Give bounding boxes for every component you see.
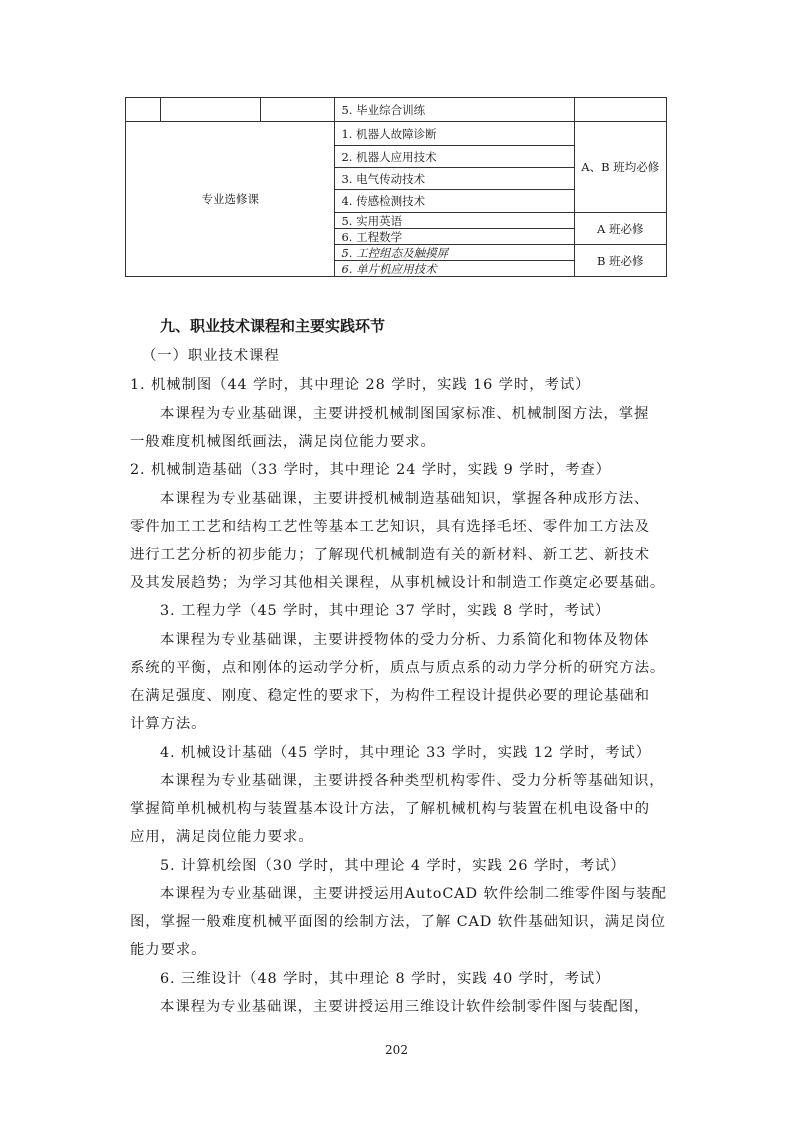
table-cell [574, 98, 667, 122]
course-name-cell: 3. 电气传动技术 [335, 168, 574, 190]
table-row [126, 98, 667, 122]
course-title: 5. 计算机绘图（30 学时，其中理论 4 学时，实践 26 学时，考试） [160, 858, 626, 874]
paragraph-line: 掌握简单机械机构与装置基本设计方法，了解机械机构与装置在机电设备中的 [130, 801, 650, 817]
paragraph-line: 在满足强度、刚度、稳定性的要求下，为构件工程设计提供必要的理论基础和 [130, 688, 650, 704]
course-name-cell: 4. 传感检测技术 [335, 190, 574, 213]
course-name-cell: 6. 单片机应用技术 [335, 261, 574, 277]
paragraph-line: 本课程为专业基础课，主要讲授机械制图国家标准、机械制图方法，掌握 [160, 406, 650, 422]
course-title: 6. 三维设计（48 学时，其中理论 8 学时，实践 40 学时，考试） [160, 971, 611, 987]
paragraph-line: 及其发展趋势；为学习其他相关课程，从事机械设计和制造工作奠定必要基础。 [130, 575, 666, 591]
subsection-title: （一）职业技术课程 [142, 348, 280, 364]
paragraph-line: 计算方法。 [130, 716, 207, 732]
course-name-cell: 1. 机器人故障诊断 [335, 122, 574, 146]
paragraph-line: 本课程为专业基础课，主要讲授运用AutoCAD 软件绘制二维零件图与装配 [160, 886, 667, 902]
requirement-cell: A 班必修 [574, 213, 667, 245]
paragraph-line: 本课程为专业基础课，主要讲授物体的受力分析、力系简化和物体及物体 [160, 632, 650, 648]
section-heading: 九、职业技术课程和主要实践环节 [160, 317, 386, 335]
course-title: 1. 机械制图（44 学时，其中理论 28 学时，实践 16 学时，考试） [130, 377, 591, 393]
table-cell [261, 98, 335, 122]
course-table [125, 97, 667, 277]
table-cell [160, 98, 260, 122]
paragraph-line: 本课程为专业基础课，主要讲授运用三维设计软件绘制零件图与装配图， [160, 999, 650, 1015]
paragraph-line: 应用，满足岗位能力要求。 [130, 829, 314, 845]
category-cell: 专业选修课 [126, 122, 335, 277]
course-name-cell: 5. 工控组态及触摸屏 [335, 245, 574, 261]
paragraph-line: 进行工艺分析的初步能力；了解现代机械制造有关的新材料、新工艺、新技术 [130, 547, 650, 563]
paragraph-line: 本课程为专业基础课，主要讲授各种类型机构零件、受力分析等基础知识， [160, 773, 665, 789]
paragraph-line: 一般难度机械图纸画法，满足岗位能力要求。 [130, 434, 436, 450]
paragraph-line: 系统的平衡，点和刚体的运动学分析，质点与质点系的动力学分析的研究方法。 [130, 660, 666, 676]
course-name-cell: 6. 工程数学 [335, 229, 574, 245]
course-title: 2. 机械制造基础（33 学时，其中理论 24 学时，实践 9 学时，考查） [130, 462, 611, 478]
requirement-cell: B 班必修 [574, 245, 667, 277]
paragraph-line: 本课程为专业基础课，主要讲授机械制造基础知识，掌握各种成形方法、 [160, 491, 650, 507]
course-name-cell: 5. 实用英语 [335, 213, 574, 229]
course-name-cell: 5. 毕业综合训练 [335, 98, 574, 122]
page-number: 202 [385, 1043, 408, 1057]
course-title: 4. 机械设计基础（45 学时，其中理论 33 学时，实践 12 学时，考试） [160, 745, 651, 761]
table-row [126, 122, 667, 146]
course-name-cell: 2. 机器人应用技术 [335, 146, 574, 168]
paragraph-line: 图，掌握一般难度机械平面图的绘制方法，了解 CAD 软件基础知识，满足岗位 [130, 914, 666, 930]
requirement-cell: A、B 班均必修 [574, 122, 667, 213]
paragraph-line: 能力要求。 [130, 942, 207, 958]
paragraph-line: 零件加工工艺和结构工艺性等基本工艺知识，具有选择毛坯、零件加工方法及 [130, 519, 650, 535]
course-title: 3. 工程力学（45 学时，其中理论 37 学时，实践 8 学时，考试） [160, 603, 611, 619]
table-cell [126, 98, 161, 122]
